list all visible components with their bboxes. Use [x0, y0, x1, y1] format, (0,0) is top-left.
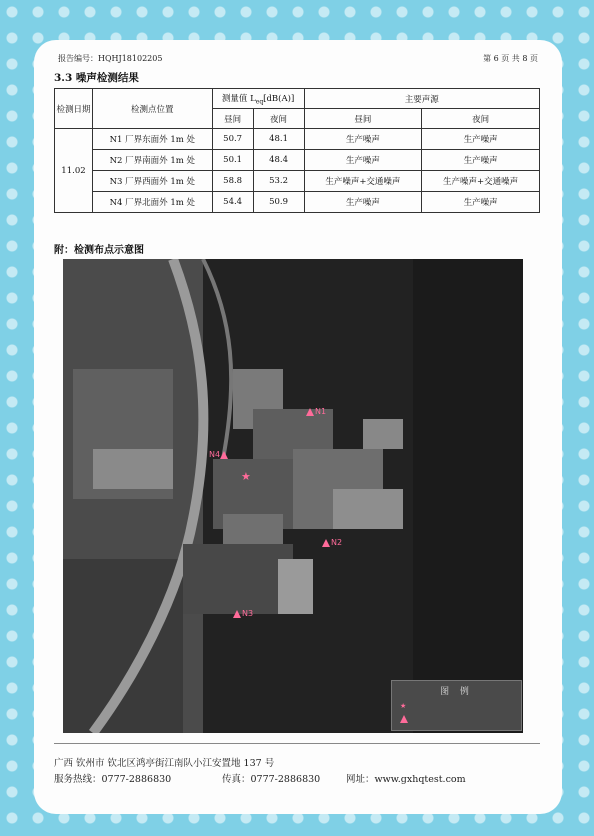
source-day: 生产噪声 [304, 192, 422, 213]
table-row [55, 150, 540, 171]
footer-address: 广西 钦州市 钦北区鸿亭街江南队小江安置地 137 号 [54, 758, 275, 769]
triangle-marker-icon [220, 451, 228, 459]
monitoring-site-map [63, 259, 523, 733]
triangle-icon [400, 715, 408, 723]
day-value: 54.4 [212, 192, 253, 213]
header-point: 检测点位置 [92, 89, 212, 129]
legend-title: 图 例 [440, 687, 473, 697]
night-value: 48.1 [253, 129, 304, 150]
header-source-day: 昼间 [304, 109, 422, 129]
point-cell: N2 厂界南面外 1m 处 [92, 150, 212, 171]
source-day: 生产噪声 [304, 129, 422, 150]
triangle-marker-icon [306, 408, 314, 416]
day-value: 58.8 [212, 171, 253, 192]
source-day: 生产噪声 [304, 150, 422, 171]
triangle-marker-icon [322, 539, 330, 547]
legend-star-row [400, 702, 406, 710]
date-cell: 11.02 [55, 129, 93, 213]
section-title: 3.3 噪声检测结果 [54, 72, 139, 84]
point-cell: N1 厂界东面外 1m 处 [92, 129, 212, 150]
source-night: 生产噪声 [422, 129, 540, 150]
table-row [55, 129, 540, 150]
noise-results-table [54, 88, 540, 213]
footer-website[interactable]: 网址：www.gxhqtest.com [346, 774, 466, 785]
map-legend [391, 680, 522, 731]
night-value: 48.4 [253, 150, 304, 171]
marker-n1: N1 [306, 407, 326, 416]
marker-n4: N4 [209, 450, 229, 459]
table-row [55, 192, 540, 213]
table-row [55, 171, 540, 192]
point-cell: N3 厂界西面外 1m 处 [92, 171, 212, 192]
triangle-marker-icon [233, 610, 241, 618]
footer-divider [54, 743, 540, 744]
marker-n3: N3 [233, 609, 253, 618]
aerial-photo [63, 259, 523, 733]
day-value: 50.1 [212, 150, 253, 171]
star-marker-icon: ★ [241, 470, 251, 483]
source-night: 生产噪声 [422, 150, 540, 171]
footer-fax: 传真：0777-2886830 [222, 774, 321, 785]
legend-triangle-row [400, 715, 409, 723]
source-night: 生产噪声 [422, 192, 540, 213]
marker-n2: N2 [322, 538, 342, 547]
header-day: 昼间 [212, 109, 253, 129]
page-number: 第 6 页 共 8 页 [483, 54, 538, 63]
night-value: 53.2 [253, 171, 304, 192]
source-day: 生产噪声+交通噪声 [304, 171, 422, 192]
report-number: 报告编号：HQHJ18102205 [58, 54, 163, 63]
point-cell: N4 厂界北面外 1m 处 [92, 192, 212, 213]
day-value: 50.7 [212, 129, 253, 150]
header-measure: 测量值 $L_{eq}[dB(A)]$ [212, 89, 304, 109]
star-icon: ★ [400, 702, 407, 710]
header-night: 夜间 [253, 109, 304, 129]
footer-hotline: 服务热线：0777-2886830 [54, 774, 172, 785]
header-source: 主要声源 [304, 89, 539, 109]
header-date: 检测日期 [55, 89, 93, 129]
source-night: 生产噪声+交通噪声 [422, 171, 540, 192]
attachment-title: 附：检测布点示意图 [54, 245, 144, 256]
night-value: 50.9 [253, 192, 304, 213]
header-source-night: 夜间 [422, 109, 540, 129]
